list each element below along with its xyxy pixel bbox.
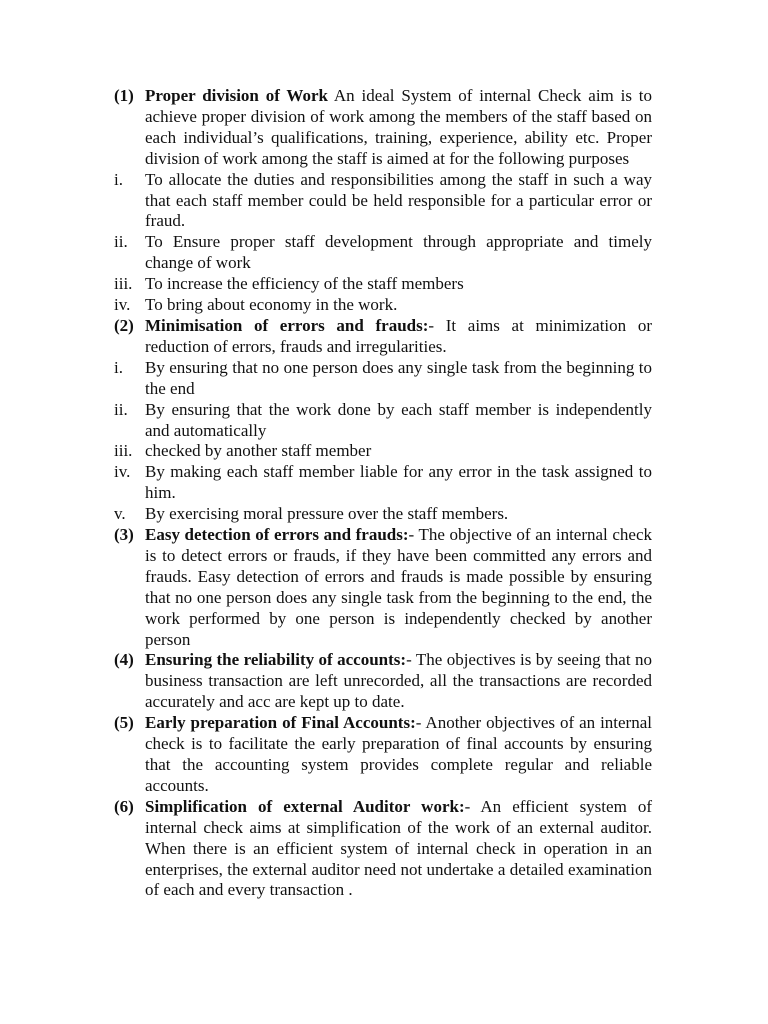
section-heading: Simplification of external Auditor work: <box>145 796 465 816</box>
point-marker: v. <box>114 504 126 524</box>
section-text: - The objective of an internal check is to detect errors or frauds, if they have been committed any errors and frauds. Easy detection of errors and frauds is made possible by ensuring that no one person does any single task from the beginning to the end, the work performed by one person is independently checked by another person <box>145 525 653 649</box>
point-marker: iii. <box>114 441 133 461</box>
point-text: checked by another staff member <box>145 441 372 461</box>
section-1-point-i <box>114 170 652 233</box>
point-marker: iii. <box>114 274 133 294</box>
section-2-point-iv <box>114 462 652 504</box>
point-text: By ensuring that no one person does any single task from the beginning to the end <box>145 357 652 398</box>
section-text: - The objectives is by seeing that no business transaction are left unrecorded, all the transactions are recorded accurately and acc are kept up to date. <box>145 650 652 712</box>
point-text: By exercising moral pressure over the staff members. <box>145 504 509 524</box>
section-1-point-ii <box>114 232 652 274</box>
point-text: To bring about economy in the work. <box>145 295 398 315</box>
point-text: To Ensure proper staff development through appropriate and timely change of work <box>145 232 652 273</box>
section-marker: (4) <box>114 650 134 670</box>
section-marker: (5) <box>114 713 134 733</box>
section-1 <box>114 86 652 170</box>
section-marker: (6) <box>114 796 134 816</box>
section-1-point-iii <box>114 274 652 295</box>
section-heading: Early preparation of Final Accounts: <box>145 713 416 733</box>
section-text: - Another objectives of an internal check is to facilitate the early preparation of final accounts by ensuring that the accounting system provides complete regular and reliable accounts. <box>145 713 652 795</box>
section-heading: Easy detection of errors and frauds: <box>145 525 409 545</box>
point-marker: i. <box>114 357 123 377</box>
section-3 <box>114 525 652 650</box>
point-marker: ii. <box>114 232 128 252</box>
section-2-point-v <box>114 504 652 525</box>
point-text: To increase the efficiency of the staff members <box>145 274 464 294</box>
section-heading: Proper division of Work <box>145 86 328 105</box>
section-2-point-i <box>114 358 652 400</box>
section-heading: Minimisation of errors and frauds: <box>145 315 429 335</box>
point-marker: iv. <box>114 295 131 315</box>
point-text: To allocate the duties and responsibilities among the staff in such a way that each staff member could be held responsible for a particular error or fraud. <box>145 169 652 231</box>
section-1-point-iv <box>114 295 652 316</box>
section-2-point-ii <box>114 400 652 442</box>
document-body <box>114 86 652 901</box>
section-6 <box>114 797 652 902</box>
point-text: By making each staff member liable for any error in the task assigned to him. <box>145 462 652 503</box>
section-5 <box>114 713 652 797</box>
section-text: - An efficient system of internal check aims at simplification of the work of an external auditor. When there is an efficient system of internal check in operation in an enterprises, the external auditor need not undertake a detailed examination of each and every transaction . <box>145 796 652 900</box>
section-4 <box>114 650 652 713</box>
point-marker: iv. <box>114 462 131 482</box>
section-2-point-iii <box>114 441 652 462</box>
section-marker: (2) <box>114 315 134 335</box>
point-marker: ii. <box>114 399 128 419</box>
section-marker: (3) <box>114 525 134 545</box>
point-marker: i. <box>114 169 123 189</box>
point-text: By ensuring that the work done by each staff member is independently and automatically <box>145 399 652 440</box>
section-2 <box>114 316 652 358</box>
section-heading: Ensuring the reliability of accounts: <box>145 650 407 670</box>
section-text: - It aims at minimization or reduction of errors, frauds and irregularities. <box>145 315 652 356</box>
section-text: An ideal System of internal Check aim is to achieve proper division of work among the members of the staff based on each individual’s qualifications, training, experience, ability etc. Proper division of work among the staff is aimed at for the following purposes <box>145 86 652 168</box>
section-marker: (1) <box>114 86 134 105</box>
